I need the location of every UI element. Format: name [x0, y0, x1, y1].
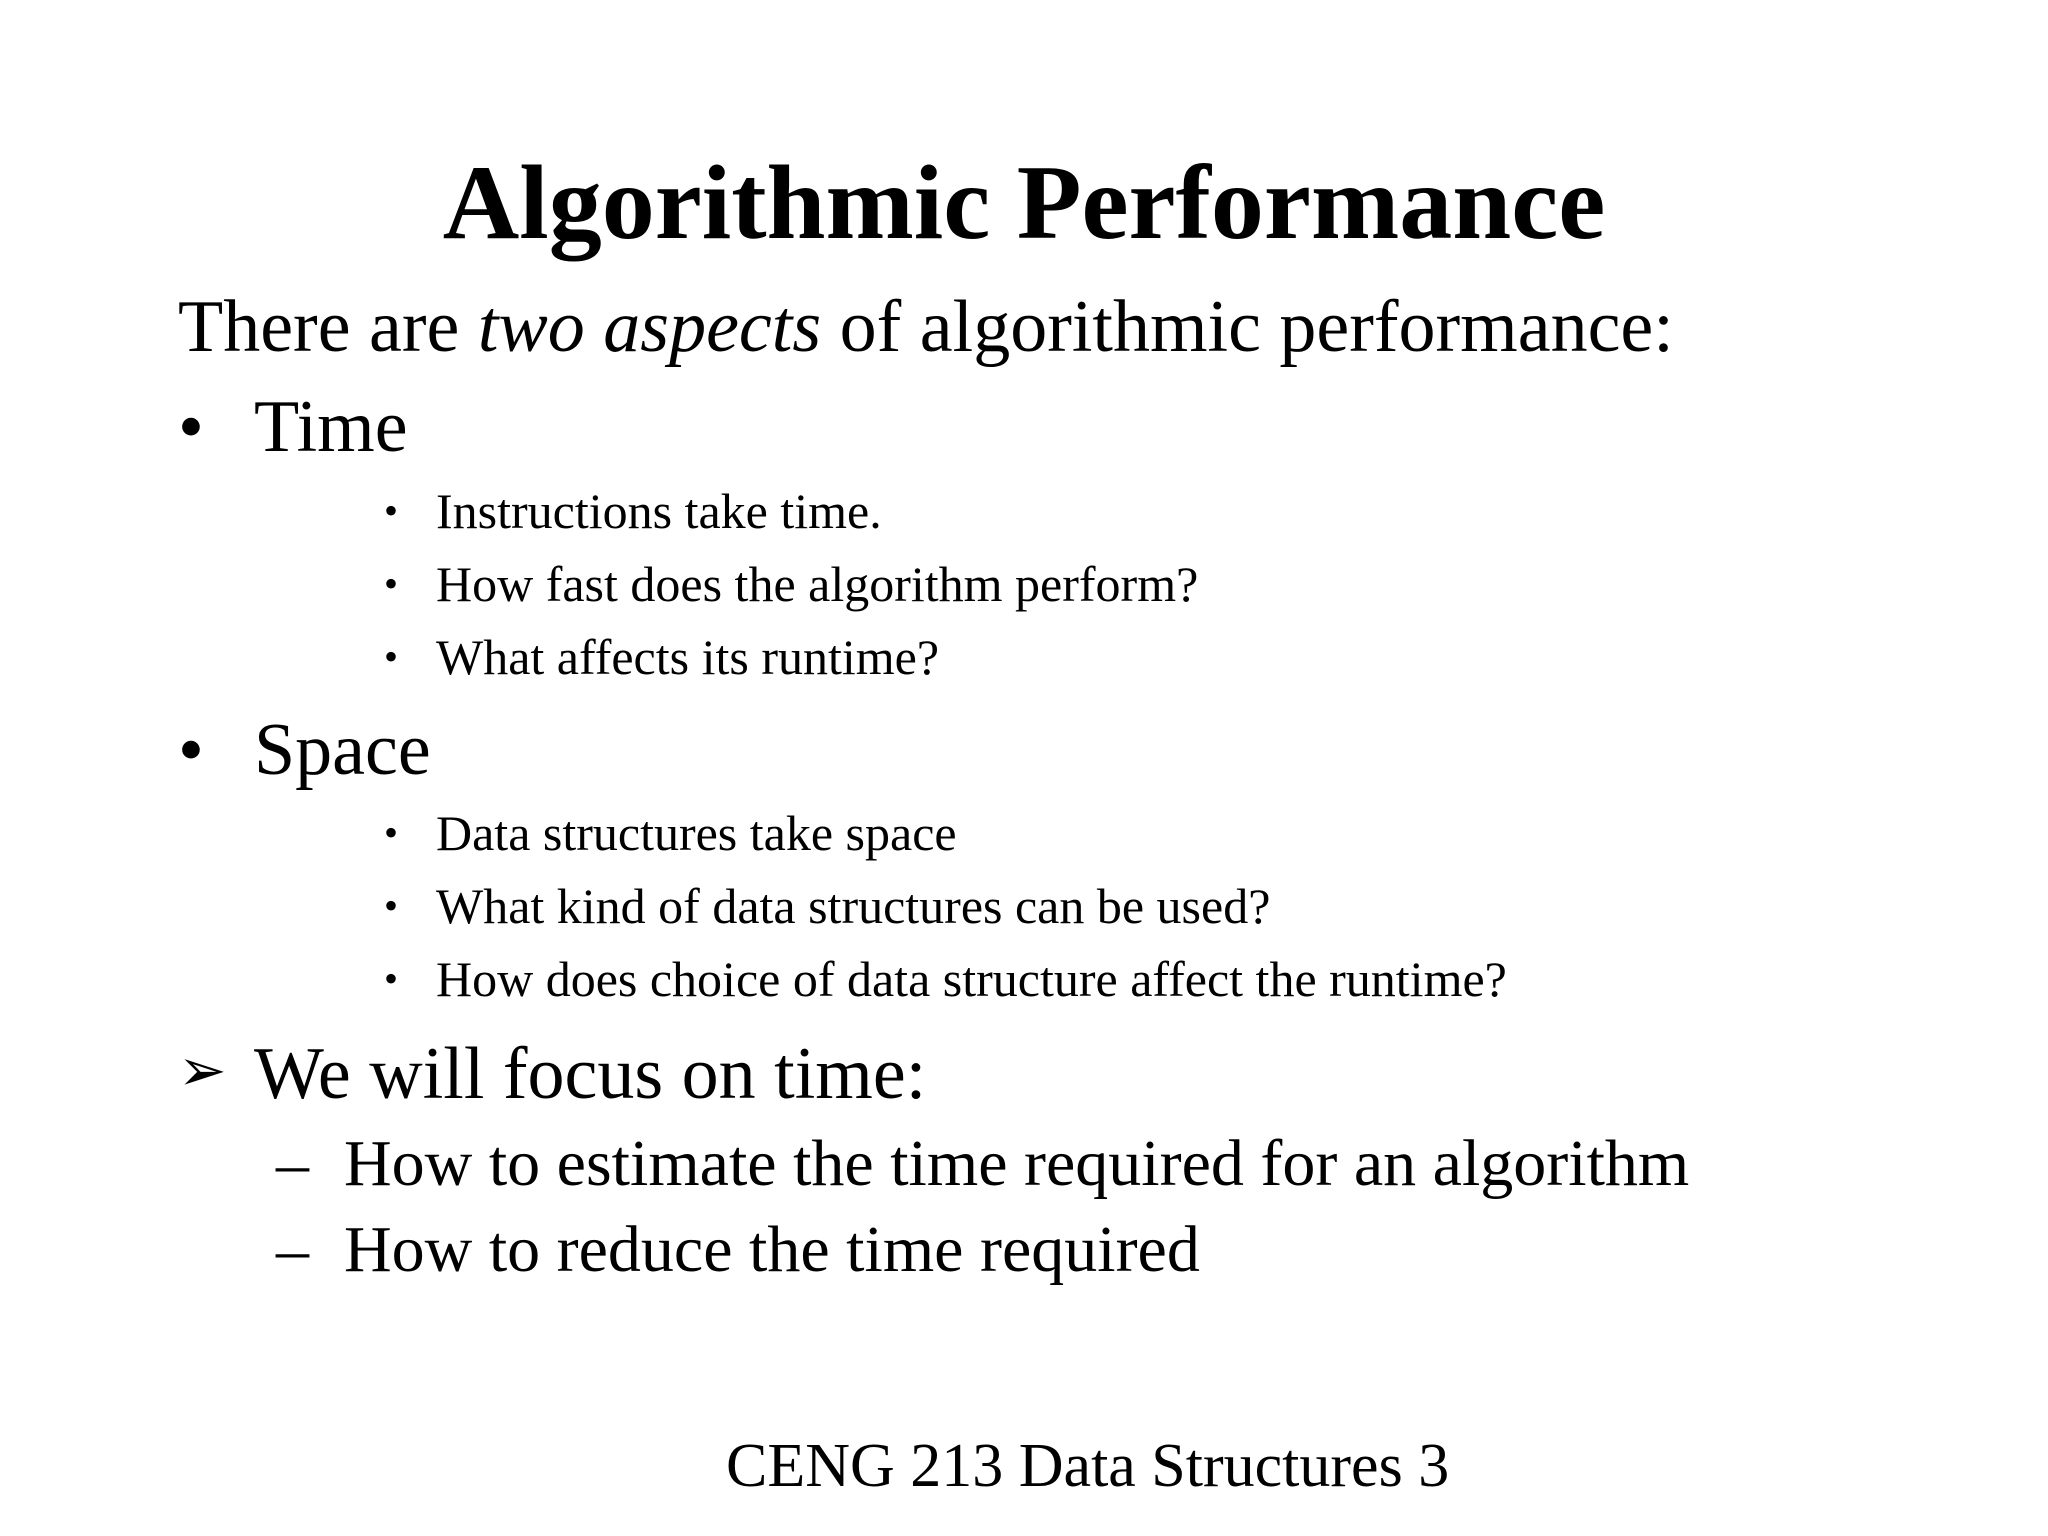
sub-bullet-icon: •	[384, 488, 399, 533]
sub-bullet-icon: •	[384, 634, 399, 679]
focus-label: We will focus on time:	[254, 1033, 927, 1115]
sub-bullet	[384, 480, 882, 542]
sub-bullet-icon: •	[384, 956, 399, 1001]
intro-emphasis: two aspects	[477, 286, 822, 368]
bullet-space	[178, 705, 431, 795]
sub-bullet-text: How does choice of data structure affect the runtime?	[436, 951, 1507, 1007]
sub-bullet-text: Data structures take space	[436, 805, 957, 861]
bullet-icon: •	[178, 709, 204, 791]
sub-bullet	[384, 626, 939, 688]
intro-text-before: There are	[178, 286, 478, 368]
sub-bullet-icon: •	[384, 810, 399, 855]
bullet-icon: •	[178, 386, 204, 468]
dash-item	[276, 1210, 1200, 1290]
dash-item-text: How to reduce the time required	[344, 1213, 1200, 1286]
dash-icon: –	[276, 1213, 309, 1286]
slide-title: Algorithmic Performance	[442, 144, 1606, 261]
intro-text-after: of algorithmic performance:	[821, 286, 1674, 368]
sub-bullet	[384, 875, 1270, 937]
sub-bullet-text: What kind of data structures can be used?	[436, 878, 1271, 934]
focus-bullet	[178, 1025, 926, 1119]
slide-footer: CENG 213 Data Structures 3	[726, 1432, 1450, 1500]
sub-bullet	[384, 802, 957, 864]
sub-bullet	[384, 948, 1507, 1010]
sub-bullet	[384, 553, 1198, 615]
bullet-space-label: Space	[254, 709, 431, 791]
sub-bullet-text: How fast does the algorithm perform?	[436, 556, 1199, 612]
dash-item-text: How to estimate the time required for an algorithm	[344, 1127, 1690, 1200]
dash-icon: –	[276, 1127, 309, 1200]
bullet-time	[178, 382, 408, 472]
sub-bullet-icon: •	[384, 883, 399, 928]
sub-bullet-text: What affects its runtime?	[436, 629, 940, 685]
dash-item	[276, 1124, 1689, 1204]
bullet-time-label: Time	[254, 386, 408, 468]
intro-line	[178, 282, 1674, 372]
sub-bullet-icon: •	[384, 561, 399, 606]
arrow-bullet-icon: ➢	[178, 1036, 227, 1104]
sub-bullet-text: Instructions take time.	[436, 483, 882, 539]
